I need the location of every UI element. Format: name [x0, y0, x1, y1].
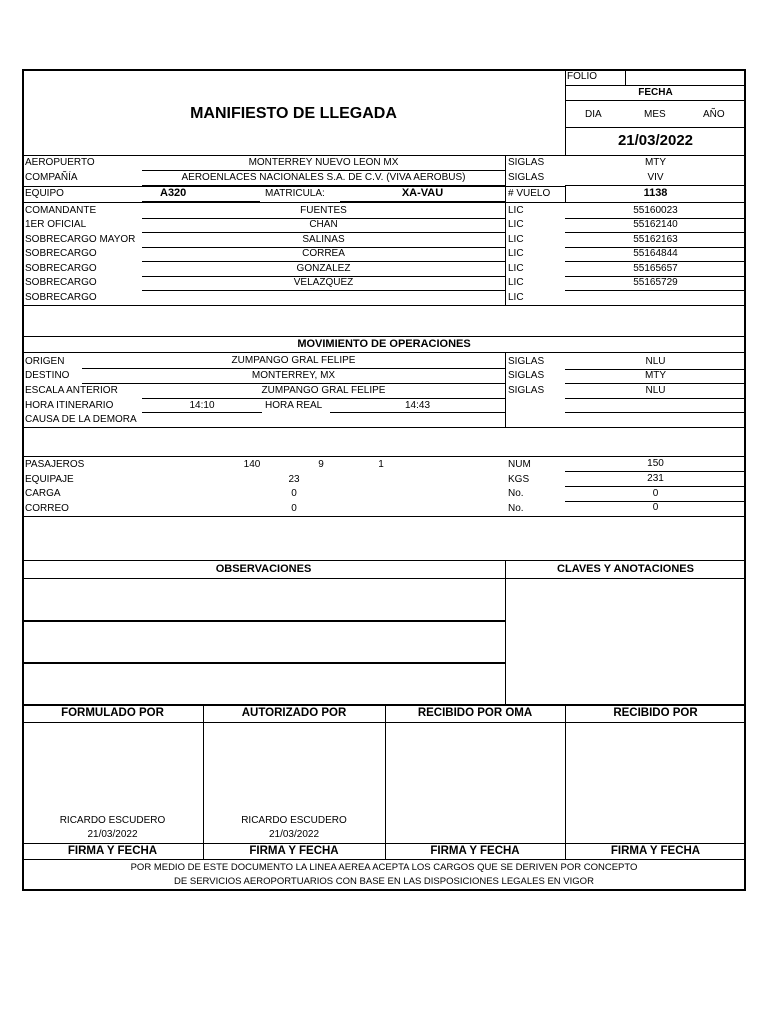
- recibido-header: RECIBIDO POR: [613, 707, 698, 719]
- escala-line: [142, 398, 505, 399]
- crew-role: COMANDANTE: [25, 205, 97, 216]
- correo-no-value: 0: [652, 502, 659, 513]
- lic-label: LIC: [508, 248, 524, 259]
- equipo-bottom-line: [22, 202, 746, 203]
- origen-value: ZUMPANGO GRAL FELIPE: [231, 355, 356, 366]
- operations-top-line: [22, 336, 746, 337]
- crew-right-divider: [505, 155, 506, 306]
- num-line: [565, 471, 746, 472]
- notes-header-line: [22, 578, 746, 579]
- siglas-label: SIGLAS: [508, 172, 545, 183]
- lic-label: LIC: [508, 263, 524, 274]
- siglas-compania-value: VIV: [647, 172, 664, 183]
- num-label: NUM: [508, 459, 531, 470]
- observaciones-line-1: [22, 620, 505, 622]
- recibido-footer: FIRMA Y FECHA: [610, 845, 701, 857]
- pasajeros-label: PASAJEROS: [25, 459, 85, 470]
- carga-no-label: No.: [508, 488, 524, 499]
- equipo-label: EQUIPO: [25, 188, 64, 199]
- escala-siglas: NLU: [645, 385, 666, 396]
- crew-role: SOBRECARGO: [25, 292, 97, 303]
- crew-name: SALINAS: [302, 234, 345, 245]
- notes-bottom-line: [22, 704, 746, 706]
- aeropuerto-value: MONTERREY NUEVO LEON MX: [248, 157, 399, 168]
- signature-divider: [385, 704, 386, 859]
- autorizado-header: AUTORIZADO POR: [241, 707, 347, 719]
- compania-label: COMPAÑÍA: [25, 172, 78, 183]
- pasajeros-value-b: 9: [318, 459, 324, 470]
- formulado-name: RICARDO ESCUDERO: [59, 815, 166, 826]
- kgs-value: 231: [647, 473, 664, 484]
- destino-siglas: MTY: [644, 370, 667, 381]
- folio-underline: [565, 85, 746, 86]
- destino-siglas-line: [565, 383, 746, 384]
- crew-role: SOBRECARGO MAYOR: [25, 234, 136, 245]
- num-value: 150: [647, 458, 664, 469]
- vuelo-value: 1138: [643, 187, 668, 199]
- crew-lic: 55162163: [633, 234, 678, 245]
- hora-itinerario-value: 14:10: [189, 400, 215, 411]
- correo-value: 0: [291, 503, 297, 514]
- origen-label: ORIGEN: [25, 356, 65, 367]
- fecha-label: FECHA: [638, 87, 673, 98]
- crew-lic: 55162140: [633, 219, 678, 230]
- hora-itinerario-line: [142, 412, 262, 413]
- crew-lic: 55164844: [633, 248, 678, 259]
- cargo-top-line: [22, 456, 746, 457]
- equipaje-label: EQUIPAJE: [25, 474, 74, 485]
- carga-label: CARGA: [25, 488, 61, 499]
- equipo-top-line: [22, 186, 565, 187]
- crew-line: [142, 232, 505, 233]
- escala-siglas-line: [565, 398, 746, 399]
- siglas-label: SIGLAS: [508, 356, 545, 367]
- escala-label: ESCALA ANTERIOR: [25, 385, 118, 396]
- autorizado-name: RICARDO ESCUDERO: [241, 815, 347, 826]
- siglas-aeropuerto-value: MTY: [644, 157, 667, 168]
- siglas-compania-line: [565, 185, 746, 186]
- crew-lic: 55160023: [633, 205, 678, 216]
- page-title: MANIFIESTO DE LLEGADA: [190, 105, 397, 122]
- date-parts-underline: [565, 127, 746, 128]
- siglas-label: SIGLAS: [508, 157, 545, 168]
- crew-name: FUENTES: [300, 205, 347, 216]
- operations-title: MOVIMIENTO DE OPERACIONES: [297, 338, 471, 350]
- kgs-label: KGS: [508, 474, 530, 485]
- claves-label: CLAVES Y ANOTACIONES: [557, 563, 694, 575]
- carga-value: 0: [291, 488, 297, 499]
- causa-demora-label: CAUSA DE LA DEMORA: [25, 414, 137, 425]
- hora-itinerario-label: HORA ITINERARIO: [25, 400, 114, 411]
- notes-top-line: [22, 560, 746, 561]
- siglas-label: SIGLAS: [508, 370, 545, 381]
- mes-label: MES: [644, 109, 666, 120]
- lic-label: LIC: [508, 219, 524, 230]
- disclaimer-line-2: DE SERVICIOS AEROPORTUARIOS CON BASE EN LAS DISPOSICIONES LEGALES EN VIGOR: [174, 876, 594, 887]
- crew-role: SOBRECARGO: [25, 263, 97, 274]
- crew-line: [142, 290, 505, 291]
- pasajeros-value-a: 140: [243, 459, 261, 470]
- equipo-value: A320: [160, 187, 187, 199]
- crew-name: CHAN: [309, 219, 338, 230]
- crew-role: 1ER OFICIAL: [25, 219, 87, 230]
- vuelo-label: # VUELO: [508, 188, 551, 199]
- lic-line: [565, 290, 746, 291]
- manifest-date: 21/03/2022: [617, 132, 694, 149]
- recibido-oma-footer: FIRMA Y FECHA: [430, 845, 520, 857]
- matricula-label: MATRICULA:: [265, 188, 325, 199]
- fecha-underline: [565, 100, 746, 101]
- origen-siglas: NLU: [645, 356, 666, 367]
- lic-label: LIC: [508, 292, 524, 303]
- lic-label: LIC: [508, 205, 524, 216]
- operations-bottom-line: [22, 427, 746, 428]
- operations-right-divider: [505, 352, 506, 427]
- notes-divider: [505, 560, 506, 704]
- hora-siglas-line: [565, 412, 746, 413]
- hora-real-line: [330, 412, 505, 413]
- autorizado-footer: FIRMA Y FECHA: [249, 845, 339, 857]
- crew-role: SOBRECARGO: [25, 277, 97, 288]
- operations-title-line: [22, 352, 746, 353]
- crew-role: SOBRECARGO: [25, 248, 97, 259]
- equipaje-value: 23: [288, 474, 300, 485]
- lic-label: LIC: [508, 234, 524, 245]
- crew-name: CORREA: [302, 248, 345, 259]
- crew-name: VELAZQUEZ: [293, 277, 354, 288]
- destino-label: DESTINO: [25, 370, 70, 381]
- ano-label: AÑO: [703, 109, 725, 120]
- signatures-footer-line: [22, 843, 746, 844]
- hora-real-value: 14:43: [404, 400, 431, 411]
- recibido-oma-header: RECIBIDO POR OMA: [417, 707, 533, 719]
- correo-label: CORREO: [25, 503, 69, 514]
- crew-lic: 55165729: [633, 277, 678, 288]
- formulado-header: FORMULADO POR: [61, 707, 164, 719]
- hora-real-label: HORA REAL: [265, 400, 323, 411]
- destino-line: [82, 383, 505, 384]
- siglas-label: SIGLAS: [508, 385, 545, 396]
- signatures-header-line: [22, 722, 746, 723]
- matricula-value: XA-VAU: [401, 187, 444, 199]
- escala-value: ZUMPANGO GRAL FELIPE: [261, 385, 386, 396]
- vuelo-left-border: [565, 186, 566, 202]
- aeropuerto-label: AEROPUERTO: [25, 157, 95, 168]
- signature-divider: [565, 704, 566, 859]
- kgs-line: [565, 486, 746, 487]
- folio-label: FOLIO: [567, 71, 598, 82]
- lic-line: [565, 232, 746, 233]
- lic-label: LIC: [508, 277, 524, 288]
- aeropuerto-line: [142, 170, 505, 171]
- observaciones-label: OBSERVACIONES: [215, 563, 312, 575]
- lic-line: [565, 261, 746, 262]
- crew-lic: 55165657: [633, 263, 678, 274]
- formulado-date: 21/03/2022: [87, 829, 138, 840]
- disclaimer-line-1: POR MEDIO DE ESTE DOCUMENTO LA LINEA AEREA ACEPTA LOS CARGOS QUE SE DERIVEN POR CONCEPTO: [130, 862, 638, 873]
- crew-bottom-line: [22, 305, 746, 306]
- header-bottom-line: [22, 155, 746, 156]
- disclaimer-top-line: [22, 859, 746, 860]
- cargo-bottom-line: [22, 516, 746, 517]
- origen-line: [82, 368, 505, 369]
- carga-no-value: 0: [652, 488, 659, 499]
- destino-value: MONTERREY, MX: [251, 370, 336, 381]
- correo-no-label: No.: [508, 503, 524, 514]
- crew-name: GONZALEZ: [296, 263, 351, 274]
- crew-line: [142, 261, 505, 262]
- formulado-footer: FIRMA Y FECHA: [67, 845, 158, 857]
- observaciones-line-2: [22, 662, 505, 664]
- compania-value: AEROENLACES NACIONALES S.A. DE C.V. (VIVA AEROBUS): [181, 172, 466, 183]
- autorizado-date: 21/03/2022: [268, 829, 320, 840]
- dia-label: DIA: [585, 109, 602, 120]
- pasajeros-value-c: 1: [378, 459, 384, 470]
- folio-divider: [625, 69, 626, 85]
